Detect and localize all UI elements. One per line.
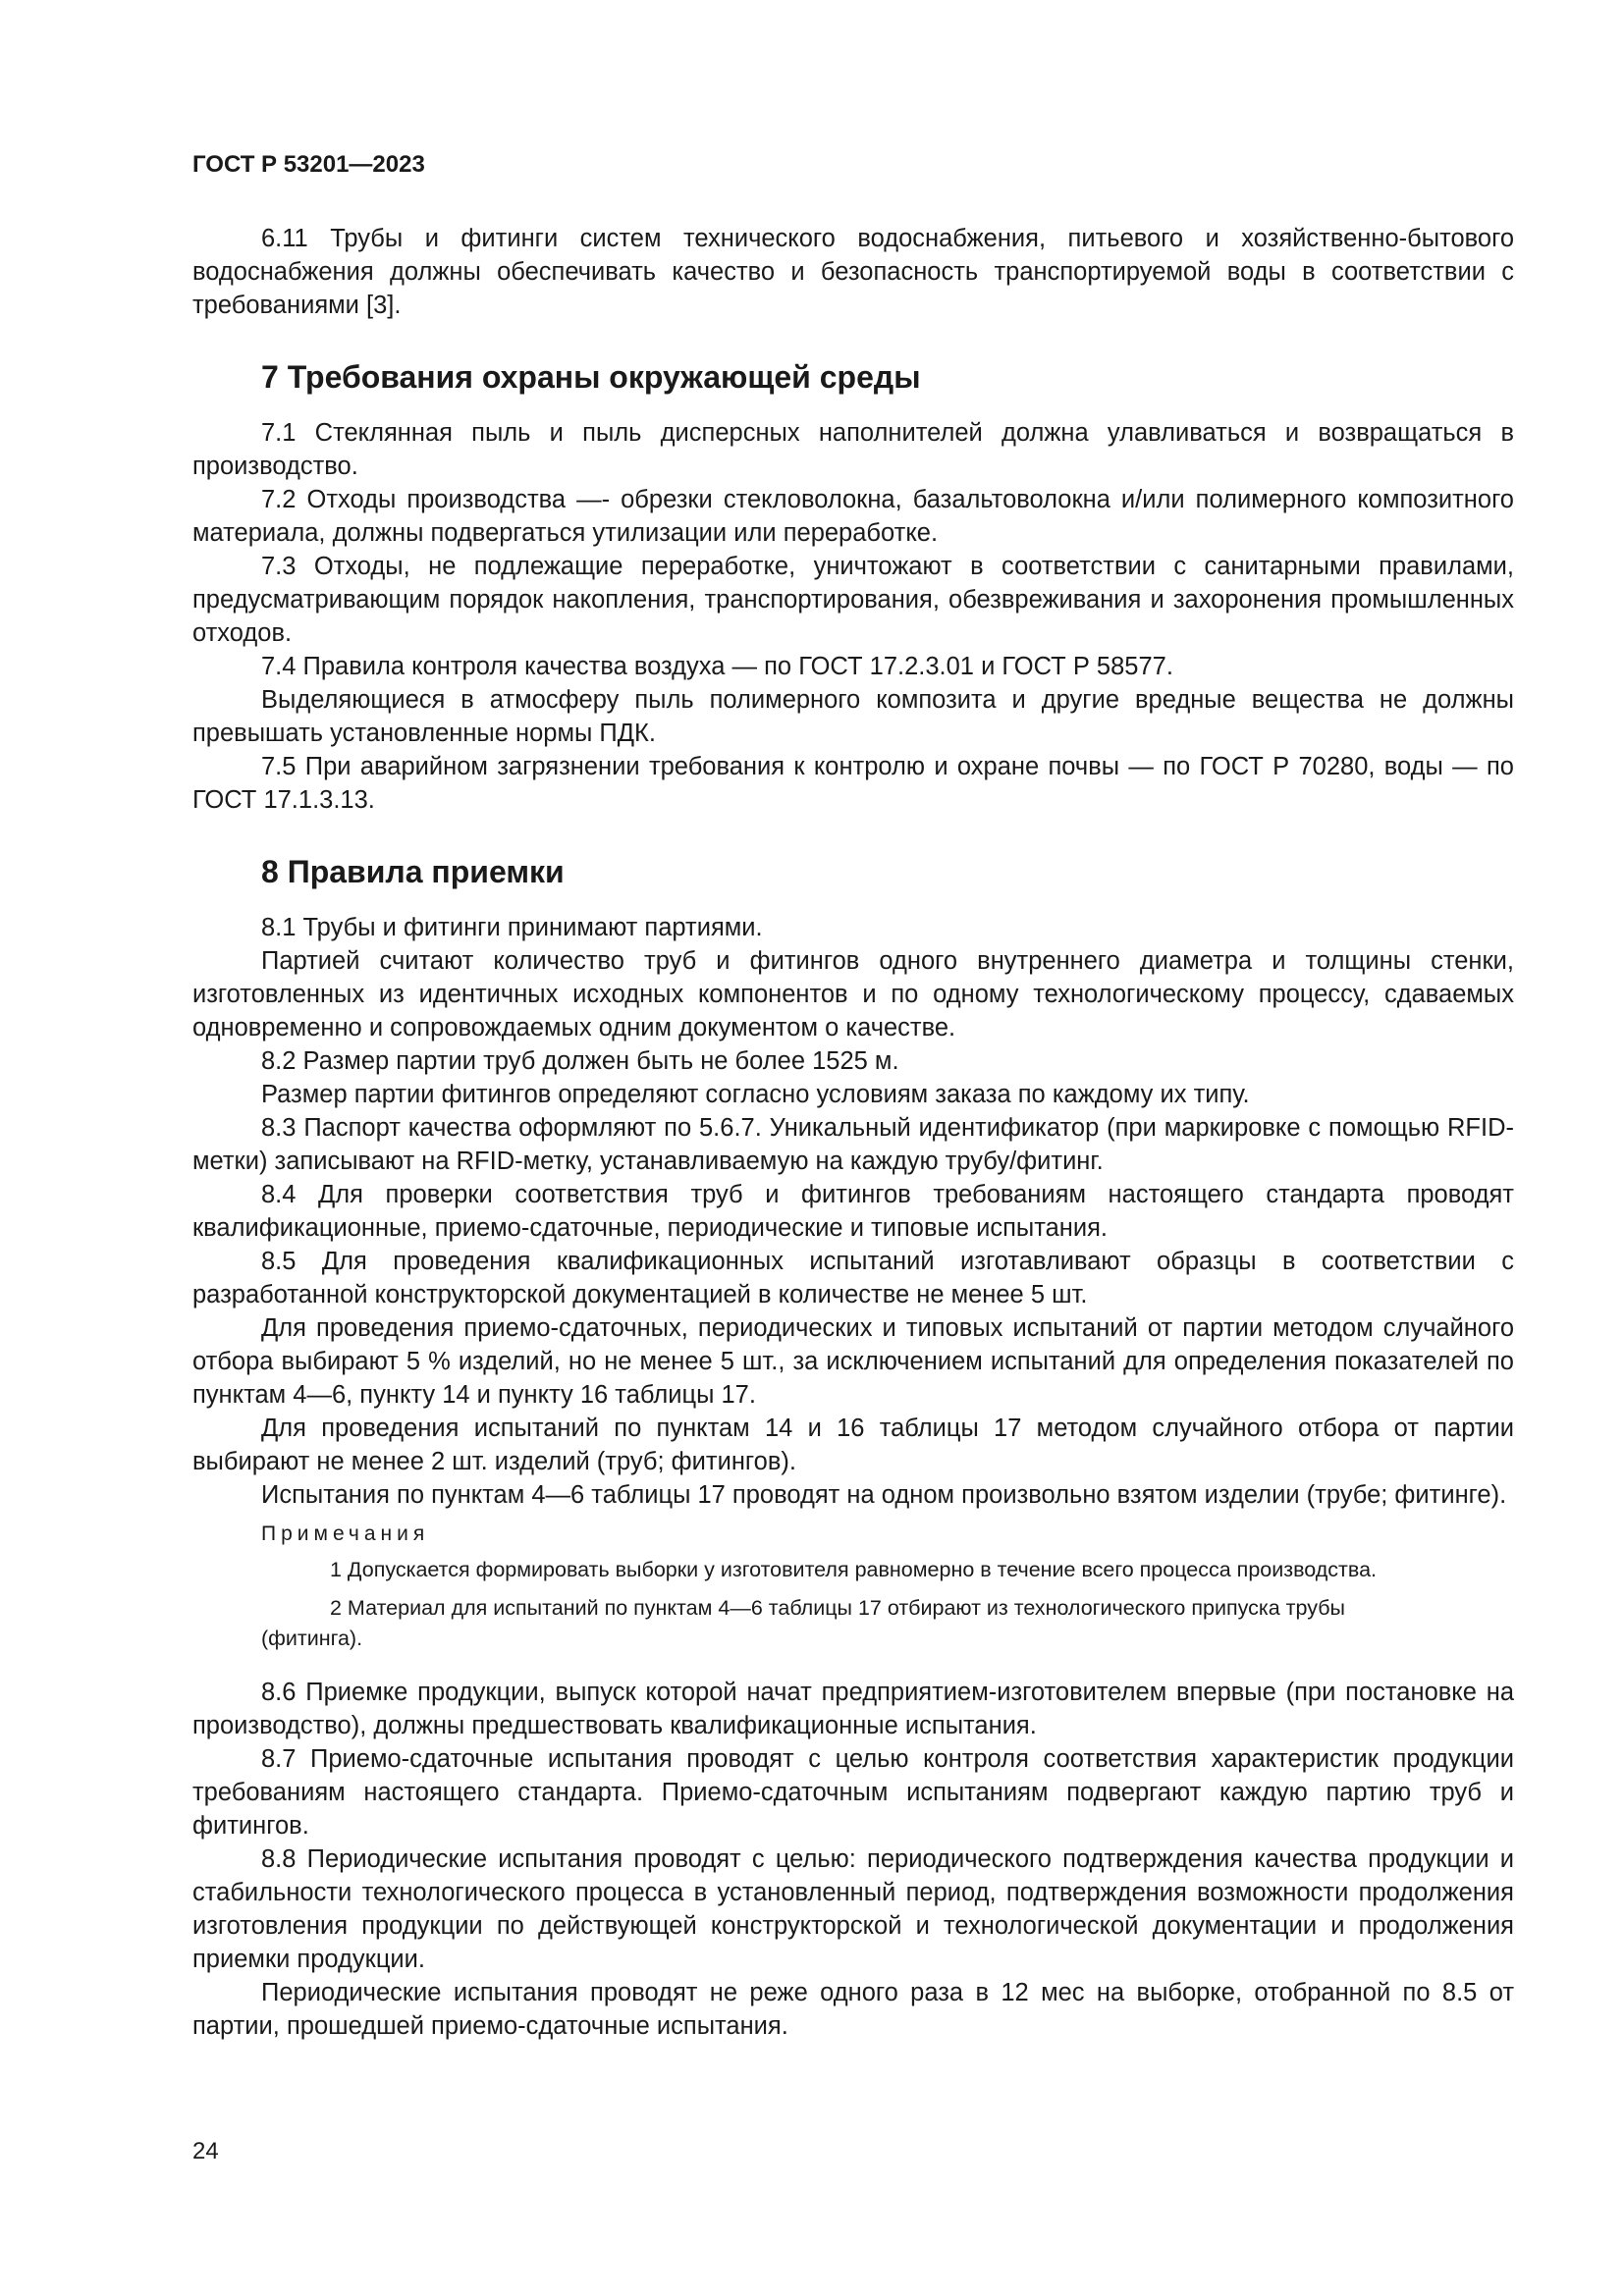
note-2: 2 Материал для испытаний по пунктам 4—6 таблицы 17 отбирают из технологического припуска трубы: [330, 1596, 1345, 1620]
paragraph-8-2: 8.2 Размер партии труб должен быть не более 1525 м.: [261, 1047, 899, 1075]
section-7-heading: 7 Требования охраны окружающей среды: [261, 359, 921, 395]
paragraph-8-8: 8.8 Периодические испытания проводят с целью: периодического подтверждения качества продукции и стабильности технологического процесса в установленный период, подтверждения возможности продолжения изготовления продукции по действующей конструкторской и технологической документации и продолжения приемки продукции.: [192, 1845, 1514, 1973]
paragraph-8-5-continued-1: Для проведения приемо-сдаточных, периодических и типовых испытаний от партии методом случайного отбора выбирают 5 % изделий, но не менее 5 шт., за исключением испытаний для определения показателей по пунктам 4—6, пункту 14 и пункту 16 таблицы 17.: [192, 1314, 1514, 1409]
page-body: [192, 222, 1514, 2043]
note-2-continued: (фитинга).: [261, 1627, 363, 1650]
paragraph-8-5-continued-3: Испытания по пунктам 4—6 таблицы 17 проводят на одном произвольно взятом изделии (трубе; фитинге).: [261, 1481, 1507, 1509]
paragraph-8-7: 8.7 Приемо-сдаточные испытания проводят с целью контроля соответствия характеристик продукции требованиям настоящего стандарта. Приемо-сдаточным испытаниям подвергают каждую партию труб и фитингов.: [192, 1745, 1514, 1840]
paragraph-7-4-continued: Выделяющиеся в атмосферу пыль полимерного композита и другие вредные вещества не должны превышать установленные нормы ПДК.: [192, 686, 1514, 747]
section-8-heading: 8 Правила приемки: [261, 854, 565, 889]
paragraph-7-4: 7.4 Правила контроля качества воздуха — по ГОСТ 17.2.3.01 и ГОСТ Р 58577.: [261, 653, 1173, 680]
paragraph-7-1: 7.1 Стеклянная пыль и пыль дисперсных наполнителей должна улавливаться и возвращаться в производство.: [192, 419, 1514, 480]
paragraph-8-5-continued-2: Для проведения испытаний по пунктам 14 и 16 таблицы 17 методом случайного отбора от партии выбирают не менее 2 шт. изделий (труб; фитингов).: [192, 1415, 1514, 1475]
paragraph-8-8-continued: Периодические испытания проводят не реже одного раза в 12 мес на выборке, отобранной по 8.5 от партии, прошедшей приемо-сдаточные испытания.: [192, 1979, 1514, 2040]
paragraph-8-2-continued: Размер партии фитингов определяют согласно условиям заказа по каждому их типу.: [261, 1081, 1250, 1108]
document-id-header: ГОСТ Р 53201—2023: [192, 151, 425, 178]
paragraph-8-1-continued: Партией считают количество труб и фитингов одного внутреннего диаметра и толщины стенки, изготовленных из идентичных исходных компонентов и по одному технологическому процессу, сдаваемых одновременно и сопровождаемых одним документом о качестве.: [192, 947, 1514, 1041]
paragraph-7-3: 7.3 Отходы, не подлежащие переработке, уничтожают в соответствии с санитарными правилами, предусматривающим порядок накопления, транспортирования, обезвреживания и захоронения промышленных отходов.: [192, 553, 1514, 647]
paragraph-6-11: 6.11 Трубы и фитинги систем технического водоснабжения, питьевого и хозяйственно-бытового водоснабжения должны обеспечивать качество и безопасность транспортируемой воды в соответствии с требованиями [3].: [192, 225, 1514, 319]
paragraph-7-2: 7.2 Отходы производства —- обрезки стекловолокна, базальтоволокна и/или полимерного композитного материала, должны подвергаться утилизации или переработке.: [192, 486, 1514, 547]
paragraph-8-3: 8.3 Паспорт качества оформляют по 5.6.7. Уникальный идентификатор (при маркировке с помощью RFID-метки) записывают на RFID-метку, устанавливаемую на каждую трубу/фитинг.: [192, 1114, 1514, 1175]
note-1: 1 Допускается формировать выборки у изготовителя равномерно в течение всего процесса производства.: [330, 1558, 1378, 1581]
notes-title: Примечания: [261, 1522, 430, 1545]
paragraph-8-4: 8.4 Для проверки соответствия труб и фитингов требованиям настоящего стандарта проводят квалификационные, приемо-сдаточные, периодические и типовые испытания.: [192, 1181, 1514, 1242]
page-number: 24: [192, 2138, 219, 2164]
paragraph-8-5: 8.5 Для проведения квалификационных испытаний изготавливают образцы в соответствии с разработанной конструкторской документацией в количестве не менее 5 шт.: [192, 1248, 1514, 1308]
paragraph-8-1: 8.1 Трубы и фитинги принимают партиями.: [261, 914, 763, 941]
paragraph-8-6: 8.6 Приемке продукции, выпуск которой начат предприятием-изготовителем впервые (при постановке на производство), должны предшествовать квалификационные испытания.: [192, 1679, 1514, 1739]
paragraph-7-5: 7.5 При аварийном загрязнении требования к контролю и охране почвы — по ГОСТ Р 70280, воды — по ГОСТ 17.1.3.13.: [192, 753, 1514, 814]
